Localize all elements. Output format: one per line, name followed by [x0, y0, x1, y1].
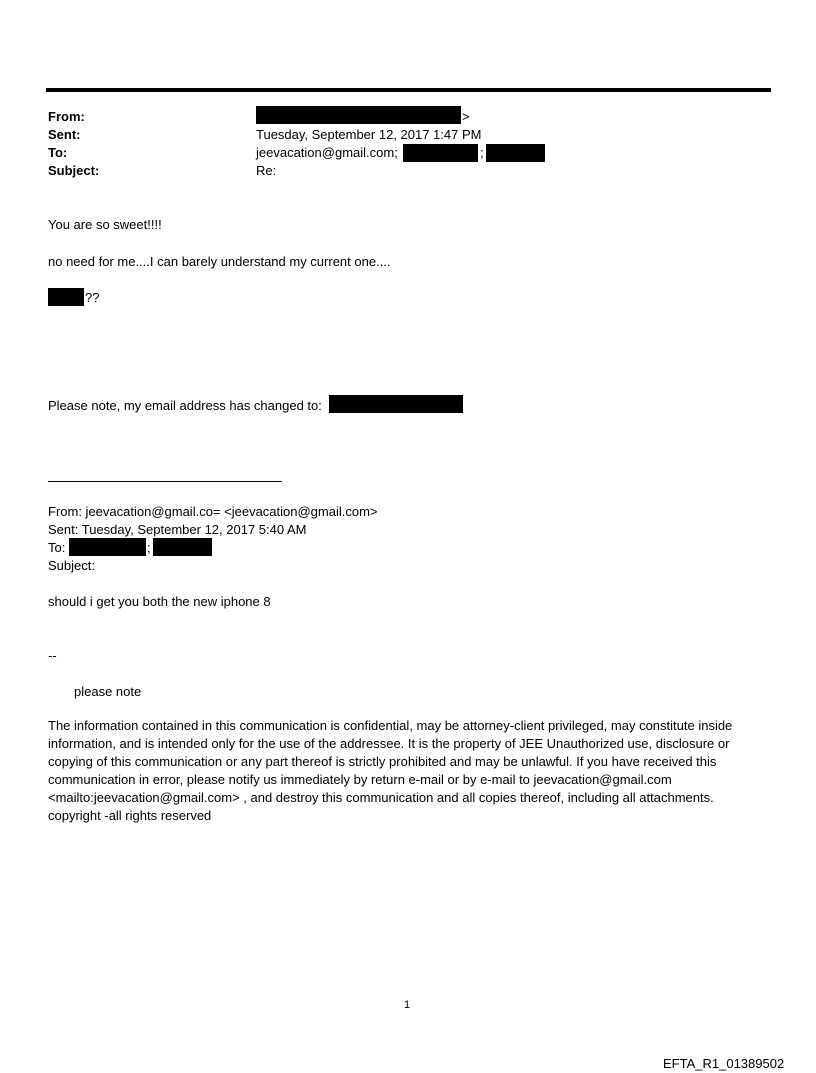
to-separator: ;	[480, 145, 484, 160]
to-redaction-2	[486, 144, 545, 162]
quoted-sent-line: Sent: Tuesday, September 12, 2017 5:40 AM	[48, 522, 307, 537]
from-label: From:	[48, 109, 85, 124]
body-line-3-suffix: ??	[85, 290, 100, 305]
page-number: 1	[404, 999, 411, 1011]
to-label: To:	[48, 145, 68, 160]
email-change-notice: Please note, my email address has changed to:	[48, 398, 322, 413]
quoted-subject-line: Subject:	[48, 558, 95, 573]
body-line-2: no need for me....I can barely understand my current one....	[48, 254, 391, 269]
reply-separator	[48, 481, 282, 482]
to-redaction-1	[403, 144, 478, 162]
sent-value: Tuesday, September 12, 2017 1:47 PM	[256, 127, 482, 142]
quoted-from-line: From: jeevacation@gmail.co= <jeevacation@gmail.com>	[48, 504, 378, 519]
quoted-to-redaction-1	[69, 538, 146, 556]
from-redaction	[256, 106, 461, 124]
quoted-message: should i get you both the new iphone 8	[48, 594, 271, 609]
to-value[interactable]: jeevacation@gmail.com;	[256, 145, 398, 160]
new-email-redaction	[329, 395, 463, 413]
sent-label: Sent:	[48, 127, 81, 142]
quoted-to-label: To:	[48, 540, 66, 555]
quoted-to-redaction-2	[153, 538, 212, 556]
subject-value: Re:	[256, 163, 277, 178]
body-redaction	[48, 288, 84, 306]
quoted-to-separator: ;	[147, 540, 151, 555]
document-id: EFTA_R1_01389502	[663, 1056, 785, 1071]
signature-dashes: --	[48, 648, 57, 663]
subject-label: Subject:	[48, 163, 100, 178]
confidentiality-disclaimer: The information contained in this communication is confidential, may be attorney-client privileged, may constitute inside information, and is intended only for the use of the addressee. It is the property of JEE Unauthorized use, disclosure or copying of this communication or any part thereof is strictly prohibited and may be unlawful. If you have received this communication in error, please notify us immediately by return e-mail or by e-mail to jeevacation@gmail.com <mailto:jeevacation@gmail.com> , and destroy this communication and all copies thereof, including all attachments. copyright -all rights reserved	[48, 718, 733, 823]
please-note: please note	[74, 684, 142, 699]
body-line-1: You are so sweet!!!!	[48, 217, 162, 232]
header-top-rule	[46, 88, 771, 92]
from-suffix: >	[462, 109, 470, 124]
